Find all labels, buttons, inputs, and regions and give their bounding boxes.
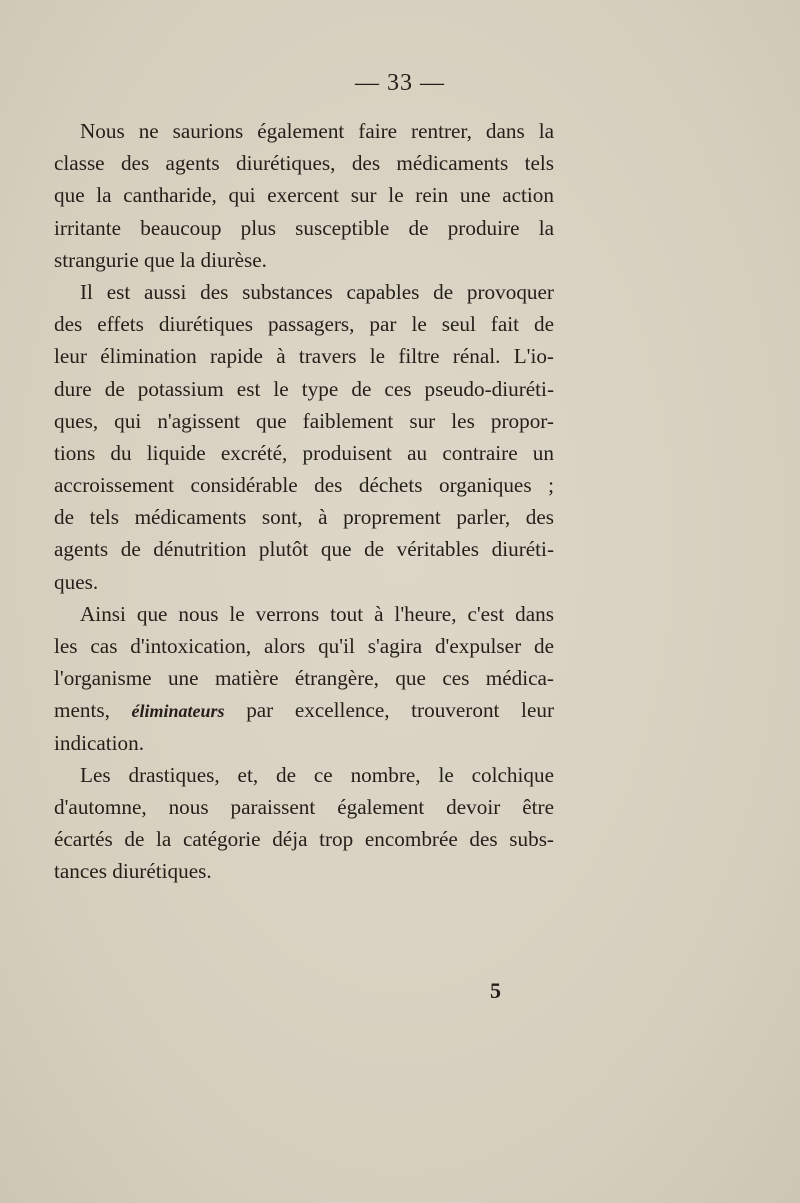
page-number: — 33 —: [355, 70, 445, 96]
text-line: [54, 694, 554, 726]
text-line: leur élimination rapide à travers le filtre rénal. L'io-: [54, 344, 554, 369]
text-line: tances diurétiques.: [54, 859, 212, 884]
text-line: des effets diurétiques passagers, par le seul fait de: [54, 312, 554, 337]
paragraph-3: [54, 598, 554, 759]
text-line: Nous ne saurions également faire rentrer, dans la: [80, 119, 554, 143]
body-text: [54, 115, 554, 888]
signature-mark: 5: [490, 978, 501, 1003]
text-line: indication.: [54, 730, 145, 755]
text-line: les cas d'intoxication, alors qu'il s'agira d'expulser de: [54, 634, 554, 658]
text-line: de tels médicaments sont, à proprement parler, des: [54, 505, 554, 530]
paragraph-2: [54, 276, 554, 598]
text-line: écartés de la catégorie déja trop encombrée des subs-: [54, 827, 554, 852]
paragraph-1: [54, 115, 554, 276]
text-line: que la cantharide, qui exercent sur le rein une action: [54, 183, 554, 208]
text-line: accroissement considérable des déchets organiques ;: [54, 473, 554, 498]
text-fragment: par excellence, trouveront leur: [246, 698, 554, 723]
text-line: classe des agents diurétiques, des médicaments tels: [54, 151, 554, 176]
text-line: Il est aussi des substances capables de provoquer: [80, 279, 554, 304]
text-line: irritante beaucoup plus susceptible de produire la: [54, 215, 554, 240]
text-line: Les drastiques, et, de ce nombre, le colchique: [80, 762, 554, 787]
text-line: agents de dénutrition plutôt que de véritables diuréti-: [54, 537, 554, 562]
text-line: tions du liquide excrété, produisent au contraire un: [54, 440, 554, 465]
text-line: ques.: [54, 569, 99, 594]
text-line: strangurie que la diurèse.: [54, 247, 267, 272]
text-line: d'automne, nous paraissent également devoir être: [54, 794, 554, 819]
paragraph-4: [54, 759, 554, 888]
text-line: ques, qui n'agissent que faiblement sur les propor-: [54, 408, 554, 433]
text-fragment: ments,: [54, 698, 110, 723]
emphasized-word: éliminateurs: [131, 701, 225, 722]
text-line: dure de potassium est le type de ces pseudo-diuréti-: [54, 376, 554, 401]
text-line: l'organisme une matière étrangère, que ces médica-: [54, 666, 554, 691]
text-line: Ainsi que nous le verrons tout à l'heure, c'est dans: [80, 601, 554, 626]
